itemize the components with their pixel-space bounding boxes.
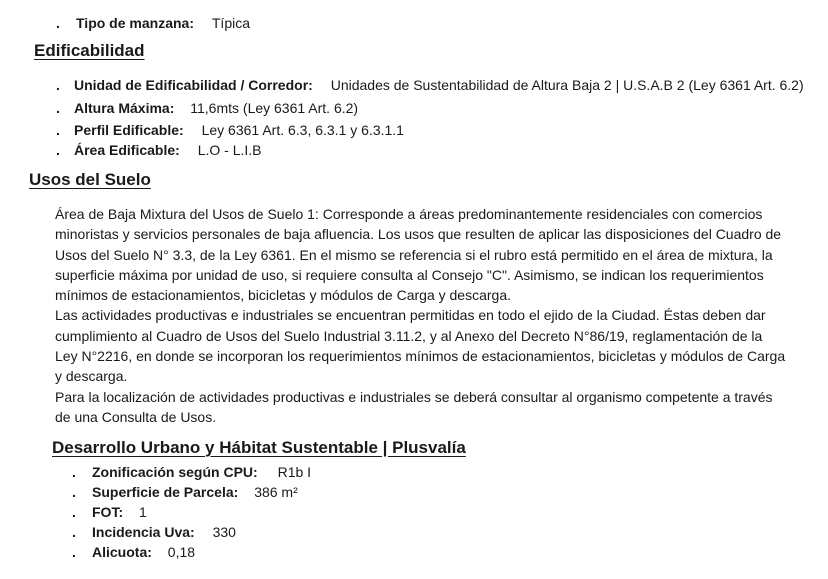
paragraph-line: Para la localización de actividades productivas e industriales se deberá consultar al organismo competente a través <box>55 388 773 405</box>
fot-label: FOT: <box>92 504 124 520</box>
paragraph-line: Ley N°2216, en donde se incorporan los requerimientos mínimos de estacionamientos, bicicletas y módulos de Carga <box>55 348 786 365</box>
alicuota-value: 0,18 <box>167 544 196 560</box>
alicuota-row <box>92 543 195 561</box>
usos-suelo-paragraph <box>55 204 795 427</box>
paragraph-line: cumplimiento al Cuadro de Usos del Suelo Industrial 3.11.2, y al Anexo del Decreto N°86/19, reglamentación de la <box>55 327 763 344</box>
unidad-edificabilidad-row <box>74 76 804 94</box>
paragraph-line: superficie máxima por unidad de uso, si requiere consulta al Consejo "C". Asimismo, se indican los requerimientos <box>55 266 764 283</box>
bullet: . <box>56 142 60 158</box>
fot-value: 1 <box>139 504 147 520</box>
bullet: . <box>72 484 76 500</box>
area-edificable-label: Área Edificable: <box>74 142 180 158</box>
superficie-parcela-label: Superficie de Parcela: <box>92 484 239 500</box>
desarrollo-heading: Desarrollo Urbano y Hábitat Sustentable | Plusvalía <box>52 438 466 457</box>
bullet: . <box>56 15 60 31</box>
area-edificable-row <box>74 141 262 159</box>
area-edificable-value: L.O - L.I.B <box>197 142 262 158</box>
incidencia-uva-row <box>92 523 236 541</box>
alicuota-label: Alicuota: <box>92 544 152 560</box>
altura-maxima-value: 11,6mts (Ley 6361 Art. 6.2) <box>190 100 359 116</box>
fot-row <box>92 503 147 521</box>
bullet: . <box>56 122 60 138</box>
perfil-edificable-label: Perfil Edificable: <box>74 122 184 138</box>
bullet: . <box>72 504 76 520</box>
altura-maxima-row <box>74 99 358 117</box>
zonificacion-row <box>92 463 311 481</box>
paragraph-line: minoristas y servicios personales de baja afluencia. Los usos que resulten de aplicar las disposiciones del Cuadro de <box>55 226 782 243</box>
paragraph-line: de una Consulta de Usos. <box>55 408 217 425</box>
paragraph-line: Las actividades productivas e industriales se encuentran permitidas en todo el ejido de la Ciudad. Éstas deben dar <box>55 307 766 324</box>
superficie-parcela-value: 386 m² <box>254 484 298 500</box>
altura-maxima-label: Altura Máxima: <box>74 100 175 116</box>
unidad-edificabilidad-label: Unidad de Edificabilidad / Corredor: <box>74 77 313 93</box>
perfil-edificable-row <box>74 121 404 139</box>
zonificacion-value: R1b I <box>277 464 312 480</box>
edificabilidad-heading: Edificabilidad <box>34 41 145 60</box>
tipo-manzana-value: Típica <box>211 15 250 31</box>
tipo-manzana-row <box>76 14 250 32</box>
paragraph-line: y descarga. <box>55 368 128 385</box>
paragraph-line: Área de Baja Mixtura del Usos de Suelo 1: Corresponde a áreas predominantemente residenciales con comercios <box>55 206 763 222</box>
paragraph-line: mínimos de estacionamientos, bicicletas y módulos de Carga y descarga. <box>55 287 511 304</box>
paragraph-line: Usos del Suelo N° 3.3, de la Ley 6361. En el mismo se referencia si el rubro está permitido en el área de mixtura, la <box>55 246 773 263</box>
bullet: . <box>56 77 60 93</box>
incidencia-uva-label: Incidencia Uva: <box>92 524 195 540</box>
bullet: . <box>72 464 76 480</box>
tipo-manzana-label: Tipo de manzana: <box>76 15 194 31</box>
bullet: . <box>72 544 76 560</box>
perfil-edificable-value: Ley 6361 Art. 6.3, 6.3.1 y 6.3.1.1 <box>201 122 404 138</box>
unidad-edificabilidad-value: Unidades de Sustentabilidad de Altura Baja 2 | U.S.A.B 2 (Ley 6361 Art. 6.2) <box>330 77 804 93</box>
usos-suelo-heading: Usos del Suelo <box>29 170 151 189</box>
superficie-parcela-row <box>92 483 298 501</box>
bullet: . <box>56 100 60 116</box>
zonificacion-label: Zonificación según CPU: <box>92 464 258 480</box>
incidencia-uva-value: 330 <box>212 524 236 540</box>
bullet: . <box>72 524 76 540</box>
